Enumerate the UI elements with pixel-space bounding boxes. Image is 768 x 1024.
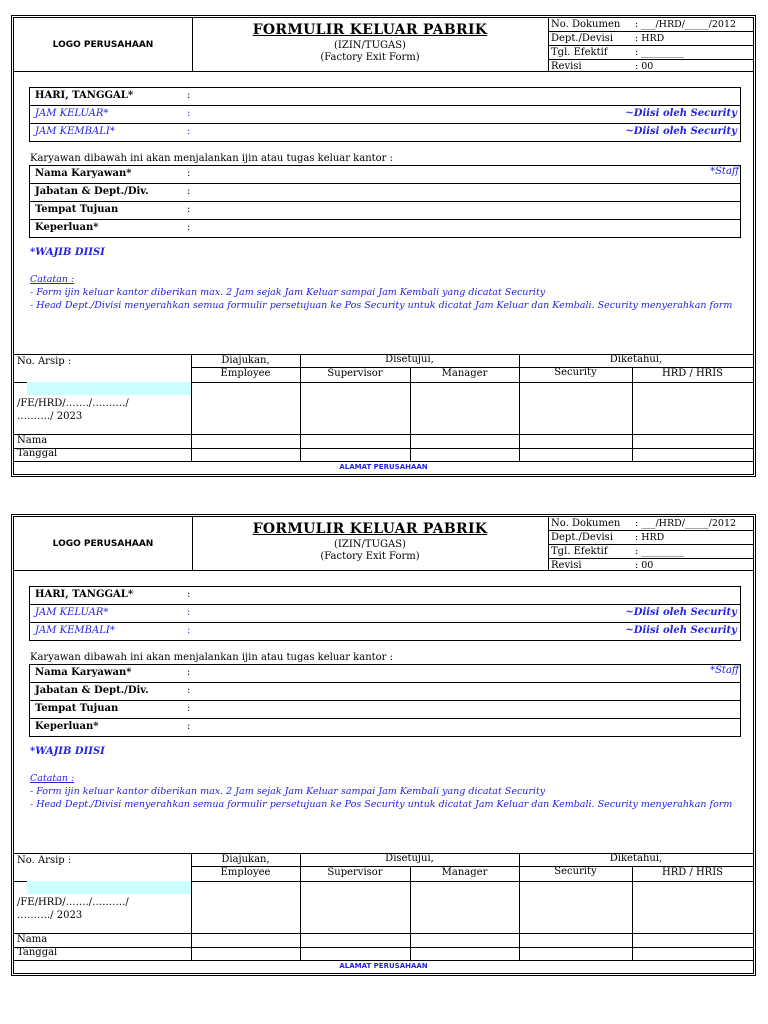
form-copy-1	[0, 17, 768, 477]
approved-header: Disetujui,	[385, 354, 434, 365]
purpose-row[interactable]: Keperluan* :	[35, 222, 191, 233]
meta-row: Dept./Devisi : HRD	[549, 32, 754, 46]
notes-block	[30, 273, 732, 312]
employee-column: Employee	[220, 368, 271, 379]
submitted-header: Diajukan,	[221, 355, 270, 366]
meta-row: Tgl. Efektif : _________	[549, 46, 754, 60]
intro-text: Karyawan dibawah ini akan menjalankan ijin atau tugas keluar kantor :	[30, 652, 394, 663]
position-row[interactable]: Jabatan & Dept./Div. :	[30, 683, 740, 701]
archive-number-field[interactable]	[27, 881, 191, 894]
employee-name-row[interactable]: Nama Karyawan* :	[30, 665, 740, 683]
purpose-row[interactable]: Keperluan* :	[35, 721, 191, 732]
note-line: - Head Dept./Divisi menyerahkan semua formulir persetujuan ke Pos Security untuk dicatat Jam Keluar dan Kembali. Security menyerahkan form	[30, 799, 733, 810]
company-logo-placeholder: LOGO PERUSAHAAN	[14, 517, 193, 570]
archive-label: No. Arsip :	[17, 356, 72, 367]
supervisor-column: Supervisor	[327, 368, 383, 379]
meta-row: No. Dokumen : ___/HRD/_____/2012	[549, 517, 754, 531]
acknowledged-header: Diketahui,	[609, 853, 663, 864]
sign-footer-border	[14, 960, 753, 961]
manager-column: Manager	[441, 368, 488, 379]
name-row-label: Nama	[17, 934, 48, 945]
staff-note: *Staff	[710, 166, 739, 177]
security-column: Security	[554, 367, 597, 378]
archive-number-year: ………./ 2023	[17, 910, 83, 921]
company-address: ALAMAT PERUSAHAAN	[339, 463, 428, 471]
notes-heading: Catatan :	[30, 274, 75, 285]
manager-column: Manager	[441, 867, 488, 878]
exit-time-row[interactable]: JAM KELUAR* : ~Diisi oleh Security	[30, 605, 740, 623]
supervisor-column: Supervisor	[327, 867, 383, 878]
meta-row: Revisi : 00	[551, 560, 654, 571]
archive-number-line: /FE/HRD/……./………./	[17, 398, 129, 409]
sign-nama-border	[14, 933, 753, 934]
acknowledged-header: Diketahui,	[609, 354, 663, 365]
sign-col-line	[632, 367, 633, 461]
form-title: FORMULIR KELUAR PABRIK	[252, 22, 488, 38]
form-subtitle-english: (Factory Exit Form)	[320, 551, 420, 562]
form-copy-2	[0, 516, 768, 976]
header-divider	[14, 570, 753, 571]
employee-box	[29, 664, 741, 737]
sign-col-line	[410, 367, 411, 461]
staff-note: *Staff	[710, 665, 739, 676]
position-row[interactable]: Jabatan & Dept./Div. :	[30, 184, 740, 202]
meta-row: Tgl. Efektif : _________	[549, 545, 754, 559]
document-meta	[548, 517, 754, 570]
exit-form	[13, 17, 754, 475]
hrd-column: HRD / HRIS	[661, 368, 724, 379]
hrd-column: HRD / HRIS	[661, 867, 724, 878]
destination-row[interactable]: Tempat Tujuan :	[30, 701, 740, 719]
note-line: - Form ijin keluar kantor diberikan max. 2 Jam sejak Jam Keluar sampai Jam Kembali yang dicatat Security	[30, 287, 546, 298]
time-box	[29, 586, 741, 641]
form-subtitle: (IZIN/TUGAS)	[334, 40, 406, 51]
form-subtitle-english: (Factory Exit Form)	[320, 52, 420, 63]
header-divider	[14, 71, 753, 72]
employee-column: Employee	[220, 867, 271, 878]
employee-box	[29, 165, 741, 238]
archive-number-field[interactable]	[27, 382, 191, 395]
mandatory-note: *WAJIB DIISI	[30, 746, 105, 757]
return-time-row[interactable]: JAM KEMBALI* : ~Diisi oleh Security	[35, 126, 737, 137]
company-logo-placeholder: LOGO PERUSAHAAN	[14, 18, 193, 71]
approved-header: Disetujui,	[385, 853, 434, 864]
document-meta	[548, 18, 754, 71]
exit-time-row[interactable]: JAM KELUAR* : ~Diisi oleh Security	[30, 106, 740, 124]
submitted-header: Diajukan,	[221, 854, 270, 865]
return-time-row[interactable]: JAM KEMBALI* : ~Diisi oleh Security	[35, 625, 737, 636]
form-title: FORMULIR KELUAR PABRIK	[252, 521, 488, 537]
mandatory-note: *WAJIB DIISI	[30, 247, 105, 258]
meta-row: Dept./Devisi : HRD	[549, 531, 754, 545]
sign-tanggal-border	[14, 947, 753, 948]
time-box	[29, 87, 741, 142]
sign-col-line	[632, 866, 633, 960]
form-title-block	[192, 517, 548, 570]
notes-block	[30, 772, 732, 811]
date-row[interactable]: HARI, TANGGAL* :	[30, 587, 740, 605]
intro-text: Karyawan dibawah ini akan menjalankan ijin atau tugas keluar kantor :	[30, 153, 394, 164]
sign-footer-border	[14, 461, 753, 462]
notes-heading: Catatan :	[30, 773, 75, 784]
company-address: ALAMAT PERUSAHAAN	[339, 962, 428, 970]
date-row-label: Tanggal	[17, 448, 58, 459]
note-line: - Head Dept./Divisi menyerahkan semua formulir persetujuan ke Pos Security untuk dicatat Jam Keluar dan Kembali. Security menyerahkan form	[30, 300, 733, 311]
archive-number-line: /FE/HRD/……./………./	[17, 897, 129, 908]
form-title-block	[192, 18, 548, 71]
exit-form	[13, 516, 754, 974]
sign-tanggal-border	[14, 448, 753, 449]
form-subtitle: (IZIN/TUGAS)	[334, 539, 406, 550]
date-row-label: Tanggal	[17, 947, 58, 958]
sign-col-line	[410, 866, 411, 960]
sign-nama-border	[14, 434, 753, 435]
note-line: - Form ijin keluar kantor diberikan max. 2 Jam sejak Jam Keluar sampai Jam Kembali yang dicatat Security	[30, 786, 546, 797]
archive-number-year: ………./ 2023	[17, 411, 83, 422]
name-row-label: Nama	[17, 435, 48, 446]
security-column: Security	[554, 866, 597, 877]
destination-row[interactable]: Tempat Tujuan :	[30, 202, 740, 220]
date-row[interactable]: HARI, TANGGAL* :	[30, 88, 740, 106]
meta-row: Revisi : 00	[551, 61, 654, 72]
employee-name-row[interactable]: Nama Karyawan* :	[30, 166, 740, 184]
archive-label: No. Arsip :	[17, 855, 72, 866]
meta-row: No. Dokumen : ___/HRD/_____/2012	[549, 18, 754, 32]
